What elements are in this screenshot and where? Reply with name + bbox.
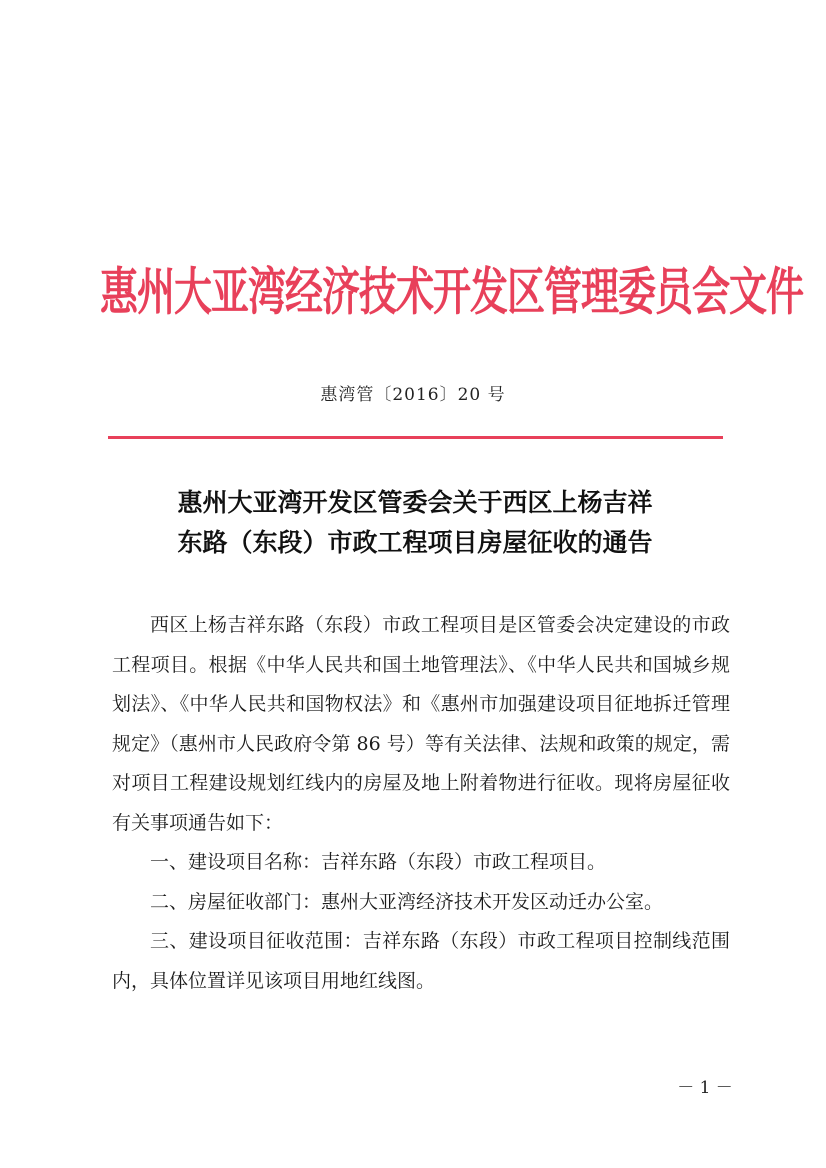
body-paragraph-item-3: 三、建设项目征收范围：吉祥东路（东段）市政工程项目控制线范围内，具体位置详见该项目用地红线图。: [112, 930, 730, 992]
notice-title-line-2: 东路（东段）市政工程项目房屋征收的通告: [177, 528, 653, 557]
red-separator-line: [108, 436, 723, 439]
document-number: 惠湾管〔2016〕20 号: [320, 385, 506, 405]
page-number: － 1 －: [677, 1078, 733, 1098]
notice-body: [112, 606, 730, 1001]
issuing-authority-title: 惠州大亚湾经济技术开发区管理委员会文件: [100, 262, 804, 322]
notice-title: [100, 483, 730, 563]
notice-title-line-1: 惠州大亚湾开发区管委会关于西区上杨吉祥: [177, 488, 653, 517]
body-paragraph-item-1: 一、建设项目名称：吉祥东路（东段）市政工程项目。: [150, 851, 607, 873]
body-paragraph-item-2: 二、房屋征收部门：惠州大亚湾经济技术开发区动迁办公室。: [150, 890, 664, 913]
body-paragraph-intro: 西区上杨吉祥东路（东段）市政工程项目是区管委会决定建设的市政工程项目。根据《中华人民共和国土地管理法》、《中华人民共和国城乡规划法》、《中华人民共和国物权法》和《惠州市加强建设项目征地拆迁管理规定》（惠州市人民政府令第 86 号）等有关法律、法规和政策的规定，需对项目工程建设规划红线内的房屋及地上附着物进行征收。现将房屋征收有关事项通告如下：: [112, 614, 730, 834]
